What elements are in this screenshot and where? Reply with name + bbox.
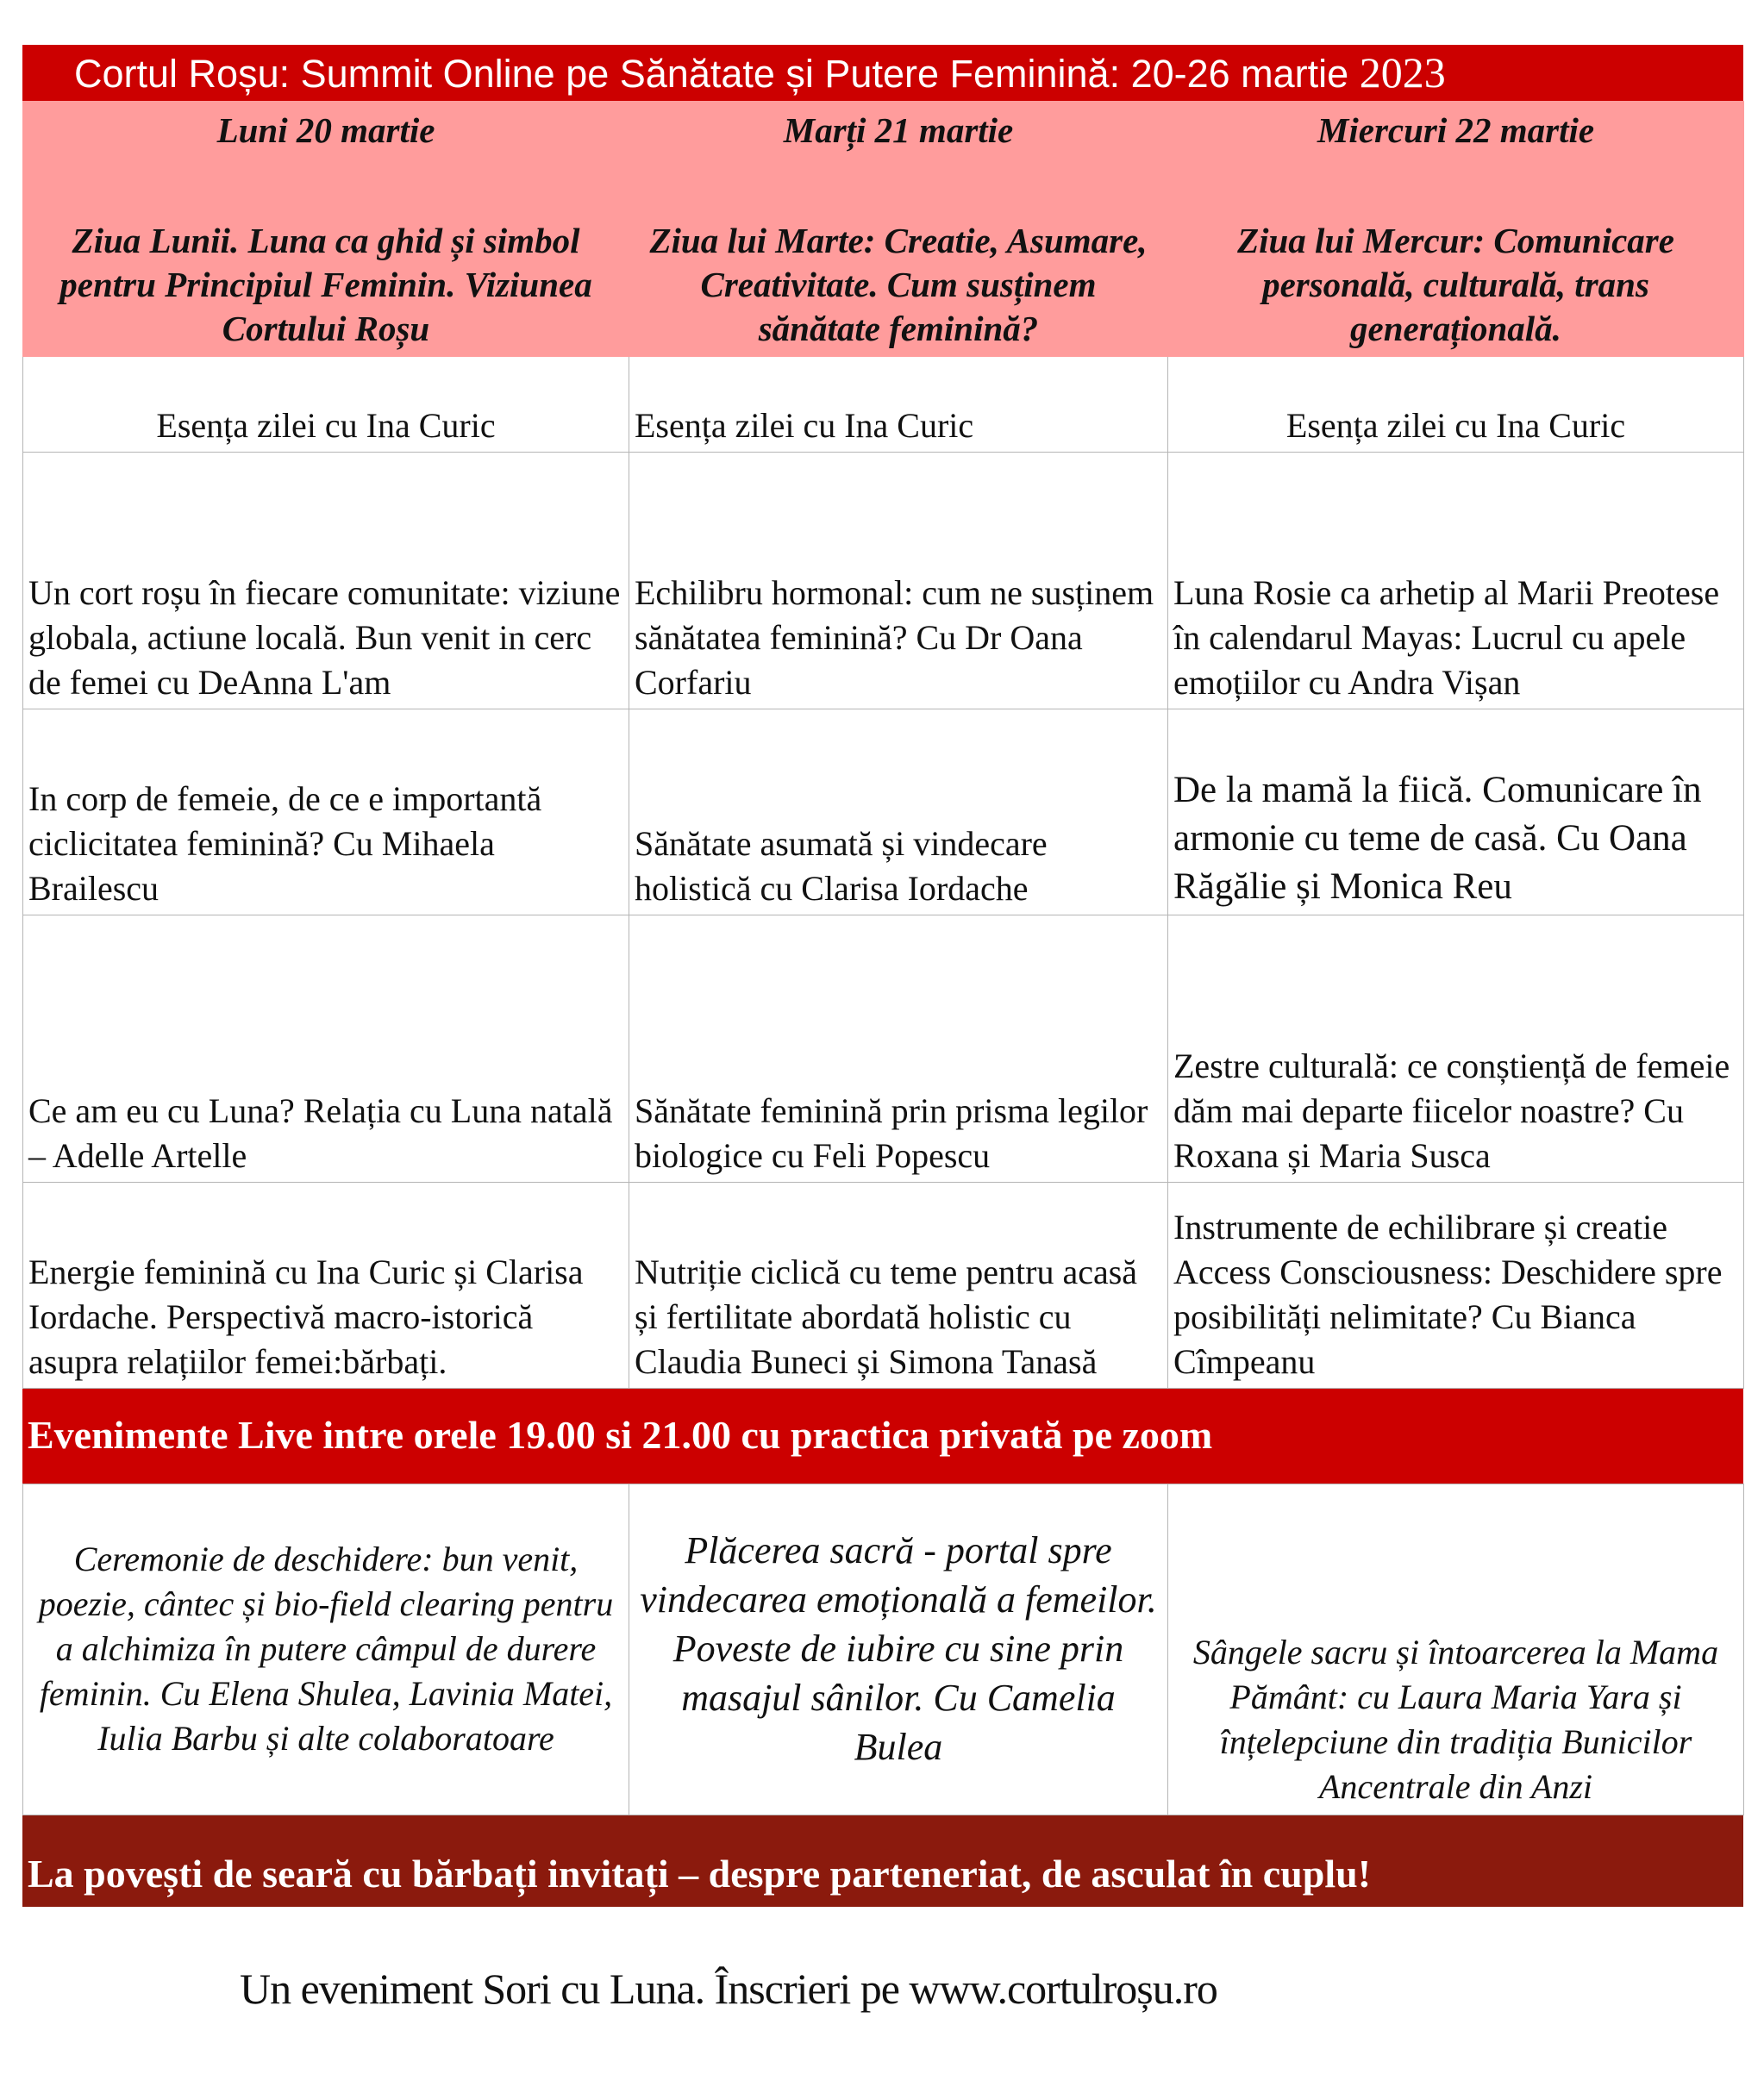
live-event-wednesday: Sângele sacru și întoarcerea la Mama Pământ: cu Laura Maria Yara și înțelepciune din tradiția Bunicilor Ancentrale din Anzi [1168, 1484, 1744, 1815]
live-event-tuesday: Plăcerea sacră - portal spre vindecarea emoțională a femeilor. Poveste de iubire cu sine prin masajul sânilor. Cu Camelia Bulea [629, 1484, 1168, 1815]
live-events-band: Evenimente Live intre orele 19.00 si 21.00 cu practica privată pe zoom [22, 1389, 1743, 1484]
live-events-row [23, 1484, 1744, 1815]
session-row-3 [23, 915, 1744, 1183]
footer-note: Un eveniment Sori cu Luna. Înscrieri pe www.cortulroșu.ro [240, 1965, 1217, 2013]
session-row-2 [23, 709, 1744, 915]
summit-title: Cortul Roșu: Summit Online pe Sănătate și Putere Feminină: 20-26 martie [74, 52, 1360, 96]
summit-title-bar [22, 45, 1743, 101]
session-cell: Luna Rosie ca arhetip al Marii Preotese în calendarul Mayas: Lucrul cu apele emoțiilor cu Andra Vișan [1168, 453, 1744, 709]
session-cell: Ce am eu cu Luna? Relația cu Luna natală – Adelle Artelle [23, 915, 629, 1183]
session-cell: De la mamă la fiică. Comunicare în armonie cu teme de casă. Cu Oana Răgălie și Monica Reu [1168, 709, 1744, 915]
evening-stories-band: La povești de seară cu bărbați invitați – despre parteneriat, de asculat în cuplu! [22, 1815, 1743, 1907]
summit-year: 2023 [1359, 48, 1446, 97]
day-label: Luni 20 martie [216, 110, 435, 150]
session-row-1 [23, 453, 1744, 709]
live-event-monday: Ceremonie de deschidere: bun venit, poezie, cântec și bio-field clearing pentru a alchimiza în putere câmpul de durere feminin. Cu Elena Shulea, Lavinia Matei, Iulia Barbu și alte colaboratoare [23, 1484, 629, 1815]
session-cell: Sănătate feminină prin prisma legilor biologice cu Feli Popescu [629, 915, 1168, 1183]
day-label: Miercuri 22 martie [1317, 110, 1595, 150]
session-cell: Echilibru hormonal: cum ne susținem sănătatea feminină? Cu Dr Oana Corfariu [629, 453, 1168, 709]
session-cell: Esența zilei cu Ina Curic [23, 357, 629, 453]
schedule-table [22, 101, 1744, 1389]
day-theme: Ziua lui Marte: Creatie, Asumare, Creativitate. Cum susținem sănătate feminină? [649, 221, 1148, 348]
day-theme: Ziua lui Mercur: Comunicare personală, culturală, trans generațională. [1237, 221, 1674, 348]
live-events-table [22, 1484, 1744, 1815]
session-cell: In corp de femeie, de ce e importantă ciclicitatea feminină? Cu Mihaela Brailescu [23, 709, 629, 915]
day-header-tuesday [629, 102, 1168, 357]
session-cell: Sănătate asumată și vindecare holistică cu Clarisa Iordache [629, 709, 1168, 915]
session-cell: Energie feminină cu Ina Curic și Clarisa Iordache. Perspectivă macro-istorică asupra relațiilor femei:bărbați. [23, 1183, 629, 1389]
session-row-4 [23, 1183, 1744, 1389]
schedule-sheet [22, 45, 1743, 1907]
session-cell: Nutriție ciclică cu teme pentru acasă și fertilitate abordată holistic cu Claudia Buneci și Simona Tanasă [629, 1183, 1168, 1389]
session-cell: Instrumente de echilibrare și creatie Access Consciousness: Deschidere spre posibilități nelimitate? Cu Bianca Cîmpeanu [1168, 1183, 1744, 1389]
day-header-row [23, 102, 1744, 357]
session-cell: Zestre culturală: ce conștiență de femeie dăm mai departe fiicelor noastre? Cu Roxana și Maria Susca [1168, 915, 1744, 1183]
day-label: Marți 21 martie [783, 110, 1014, 150]
session-cell: Esența zilei cu Ina Curic [629, 357, 1168, 453]
day-header-wednesday [1168, 102, 1744, 357]
session-cell: Un cort roșu în fiecare comunitate: viziune globala, actiune locală. Bun venit in cerc de femei cu DeAnna L'am [23, 453, 629, 709]
day-header-monday [23, 102, 629, 357]
session-row-essence [23, 357, 1744, 453]
day-theme: Ziua Lunii. Luna ca ghid și simbol pentru Principiul Feminin. Viziunea Cortului Roșu [59, 221, 592, 348]
session-cell: Esența zilei cu Ina Curic [1168, 357, 1744, 453]
